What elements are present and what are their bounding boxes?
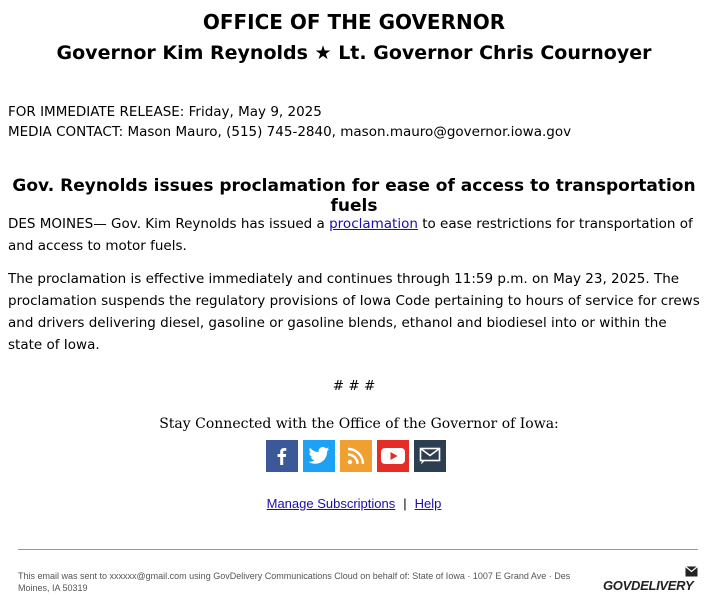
end-mark: # # # — [332, 378, 376, 394]
release-info — [8, 102, 571, 142]
manage-subscriptions-link[interactable]: Manage Subscriptions — [266, 496, 396, 511]
youtube-icon — [380, 446, 406, 466]
rss-icon — [347, 447, 365, 465]
footer-divider — [18, 549, 698, 550]
p1-text-before: DES MOINES— Gov. Kim Reynolds has issued a — [8, 216, 330, 232]
govdelivery-logo[interactable] — [603, 566, 699, 596]
media-contact: MEDIA CONTACT: Mason Mauro, (515) 745-2840, mason.mauro@governor.iowa.gov — [8, 124, 572, 140]
stay-connected-text: Stay Connected with the Office of the Governor of Iowa: — [159, 416, 559, 432]
subscription-links — [0, 496, 708, 511]
facebook-icon — [272, 446, 292, 466]
twitter-icon — [308, 446, 330, 466]
email-icon — [419, 446, 441, 466]
footer-text: This email was sent to xxxxxx@gmail.com using GovDelivery Communications Cloud on behalf of: State of Iowa · 1007 E Grand Ave · Des Moines, IA 50319 — [18, 571, 571, 593]
office-title: OFFICE OF THE GOVERNOR — [202, 10, 506, 34]
rss-button[interactable] — [340, 440, 372, 472]
proclamation-link[interactable]: proclamation — [329, 216, 418, 232]
press-headline: Gov. Reynolds issues proclamation for ease of access to transportation fuels — [12, 176, 696, 216]
social-links — [266, 440, 446, 472]
help-link[interactable]: Help — [414, 496, 442, 511]
email-button[interactable] — [414, 440, 446, 472]
body-paragraph-2: The proclamation is effective immediately and continues through 11:59 p.m. on May 23, 2025. The proclamation suspends the regulatory provisions of Iowa Code pertaining to hours of service for crews and drivers delivering diesel, gasoline or gasoline blends, ethanol and biodiesel into or within the state of Iowa. — [8, 271, 700, 353]
govdelivery-logo-text: GOVDELIVERY — [603, 578, 694, 593]
p1-text-after: to ease restrictions for transportation of and access to motor fuels. — [8, 216, 693, 254]
governor-names: Governor Kim Reynolds ★ Lt. Governor Chris Cournoyer — [56, 42, 652, 64]
facebook-button[interactable] — [266, 440, 298, 472]
twitter-button[interactable] — [303, 440, 335, 472]
youtube-button[interactable] — [377, 440, 409, 472]
envelope-icon — [685, 566, 698, 577]
body-paragraph-1 — [8, 213, 703, 257]
link-separator: | — [403, 496, 407, 511]
release-date: FOR IMMEDIATE RELEASE: Friday, May 9, 2025 — [8, 104, 322, 120]
